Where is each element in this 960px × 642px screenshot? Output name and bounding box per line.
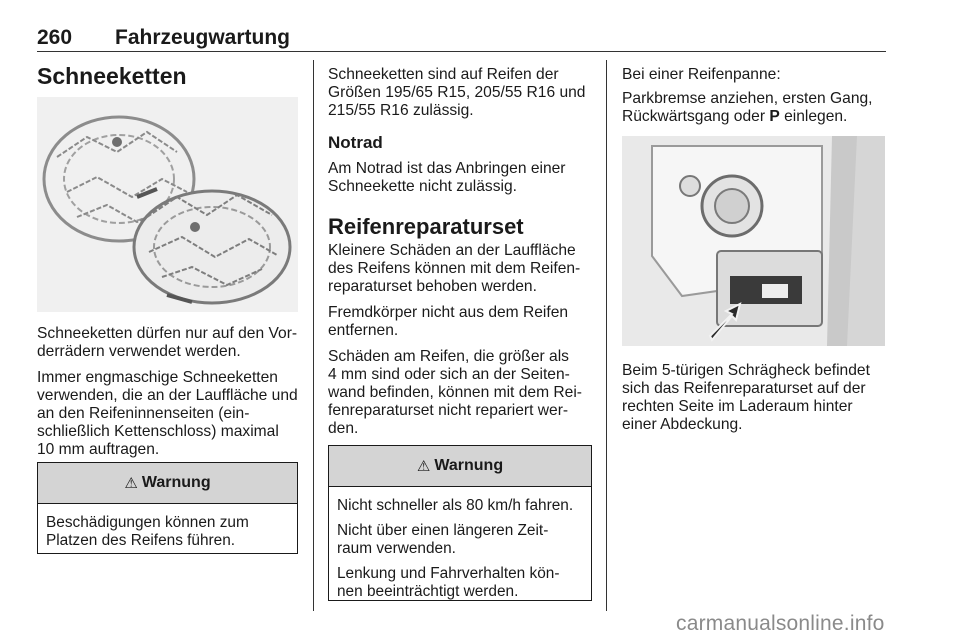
warning-label: Warnung (434, 457, 504, 474)
paragraph-parking-brake: Parkbremse anziehen, ersten Gang, Rückwärtsgang oder P einlegen. (622, 90, 873, 125)
snow-chains-figure (37, 97, 298, 312)
column-1 (37, 62, 303, 90)
warning-box-chains (37, 462, 298, 554)
warning-body: Nicht schneller als 80 km/h fahren. Nicht über einen längeren Zeit- raum verwenden. Lenkung und Fahrverhalten kön- nen beeinträchtigt werden. (337, 497, 574, 600)
column-3-body (622, 362, 886, 442)
header-rule (37, 51, 886, 52)
warning-body: Beschädigungen können zum Platzen des Reifens führen. (46, 514, 249, 549)
paragraph-repair-kit-location: Beim 5-türigen Schrägheck befindet sich das Reifenreparaturset auf der rechten Seite im Laderaum hinter einer Abdeckung. (622, 362, 870, 433)
running-title: Fahrzeugwartung (115, 26, 291, 49)
watermark: carmanualsonline.info (676, 612, 885, 635)
paragraph-flat-tire: Bei einer Reifenpanne: (622, 66, 781, 83)
section-title-notrad: Notrad (328, 133, 383, 152)
paragraph-fine-mesh: Immer engmaschige Schneeketten verwenden, die an der Lauffläche und an den Reifeninnenseiten (ein- schließlich Kettenschloss) maximal 10 mm auftragen. (37, 369, 298, 458)
paragraph-repair-1: Kleinere Schäden an der Lauffläche des Reifens können mit dem Reifen- reparaturset behoben werden. (328, 242, 581, 295)
page-number: 260 (37, 26, 73, 49)
cargo-area-illustration (622, 136, 885, 346)
column-3 (622, 66, 886, 134)
paragraph-notrad: Am Notrad ist das Anbringen einer Schneekette nicht zulässig. (328, 160, 566, 195)
paragraph-tire-sizes: Schneeketten sind auf Reifen der Größen 195/65 R15, 205/55 R16 und 215/55 R16 zulässig. (328, 66, 586, 119)
warning-triangle-icon: ⚠ (416, 458, 431, 475)
warning-header (38, 463, 297, 504)
section-title-reifenreparaturset: Reifenreparaturset (328, 214, 524, 239)
column-2 (328, 66, 596, 446)
page-header (37, 22, 886, 50)
paragraph-repair-2: Fremdkörper nicht aus dem Reifen entfernen. (328, 304, 569, 339)
warning-label: Warnung (141, 474, 211, 491)
snow-chains-illustration (37, 97, 298, 312)
section-title-schneeketten: Schneeketten (37, 63, 187, 89)
column-divider-1 (313, 60, 314, 611)
warning-header (329, 446, 591, 487)
paragraph-repair-3: Schäden am Reifen, die größer als 4 mm sind oder sich an der Seiten- wand befinden, können mit dem Rei- fenreparaturset nicht repariert wer- den. (328, 348, 582, 437)
warning-triangle-icon: ⚠ (124, 475, 138, 492)
repair-kit-location-figure (622, 136, 885, 346)
column-divider-2 (606, 60, 607, 611)
warning-box-repair (328, 445, 592, 601)
paragraph-front-wheels: Schneeketten dürfen nur auf den Vor- derrädern verwendet werden. (37, 325, 298, 360)
column-1-body (37, 325, 303, 467)
